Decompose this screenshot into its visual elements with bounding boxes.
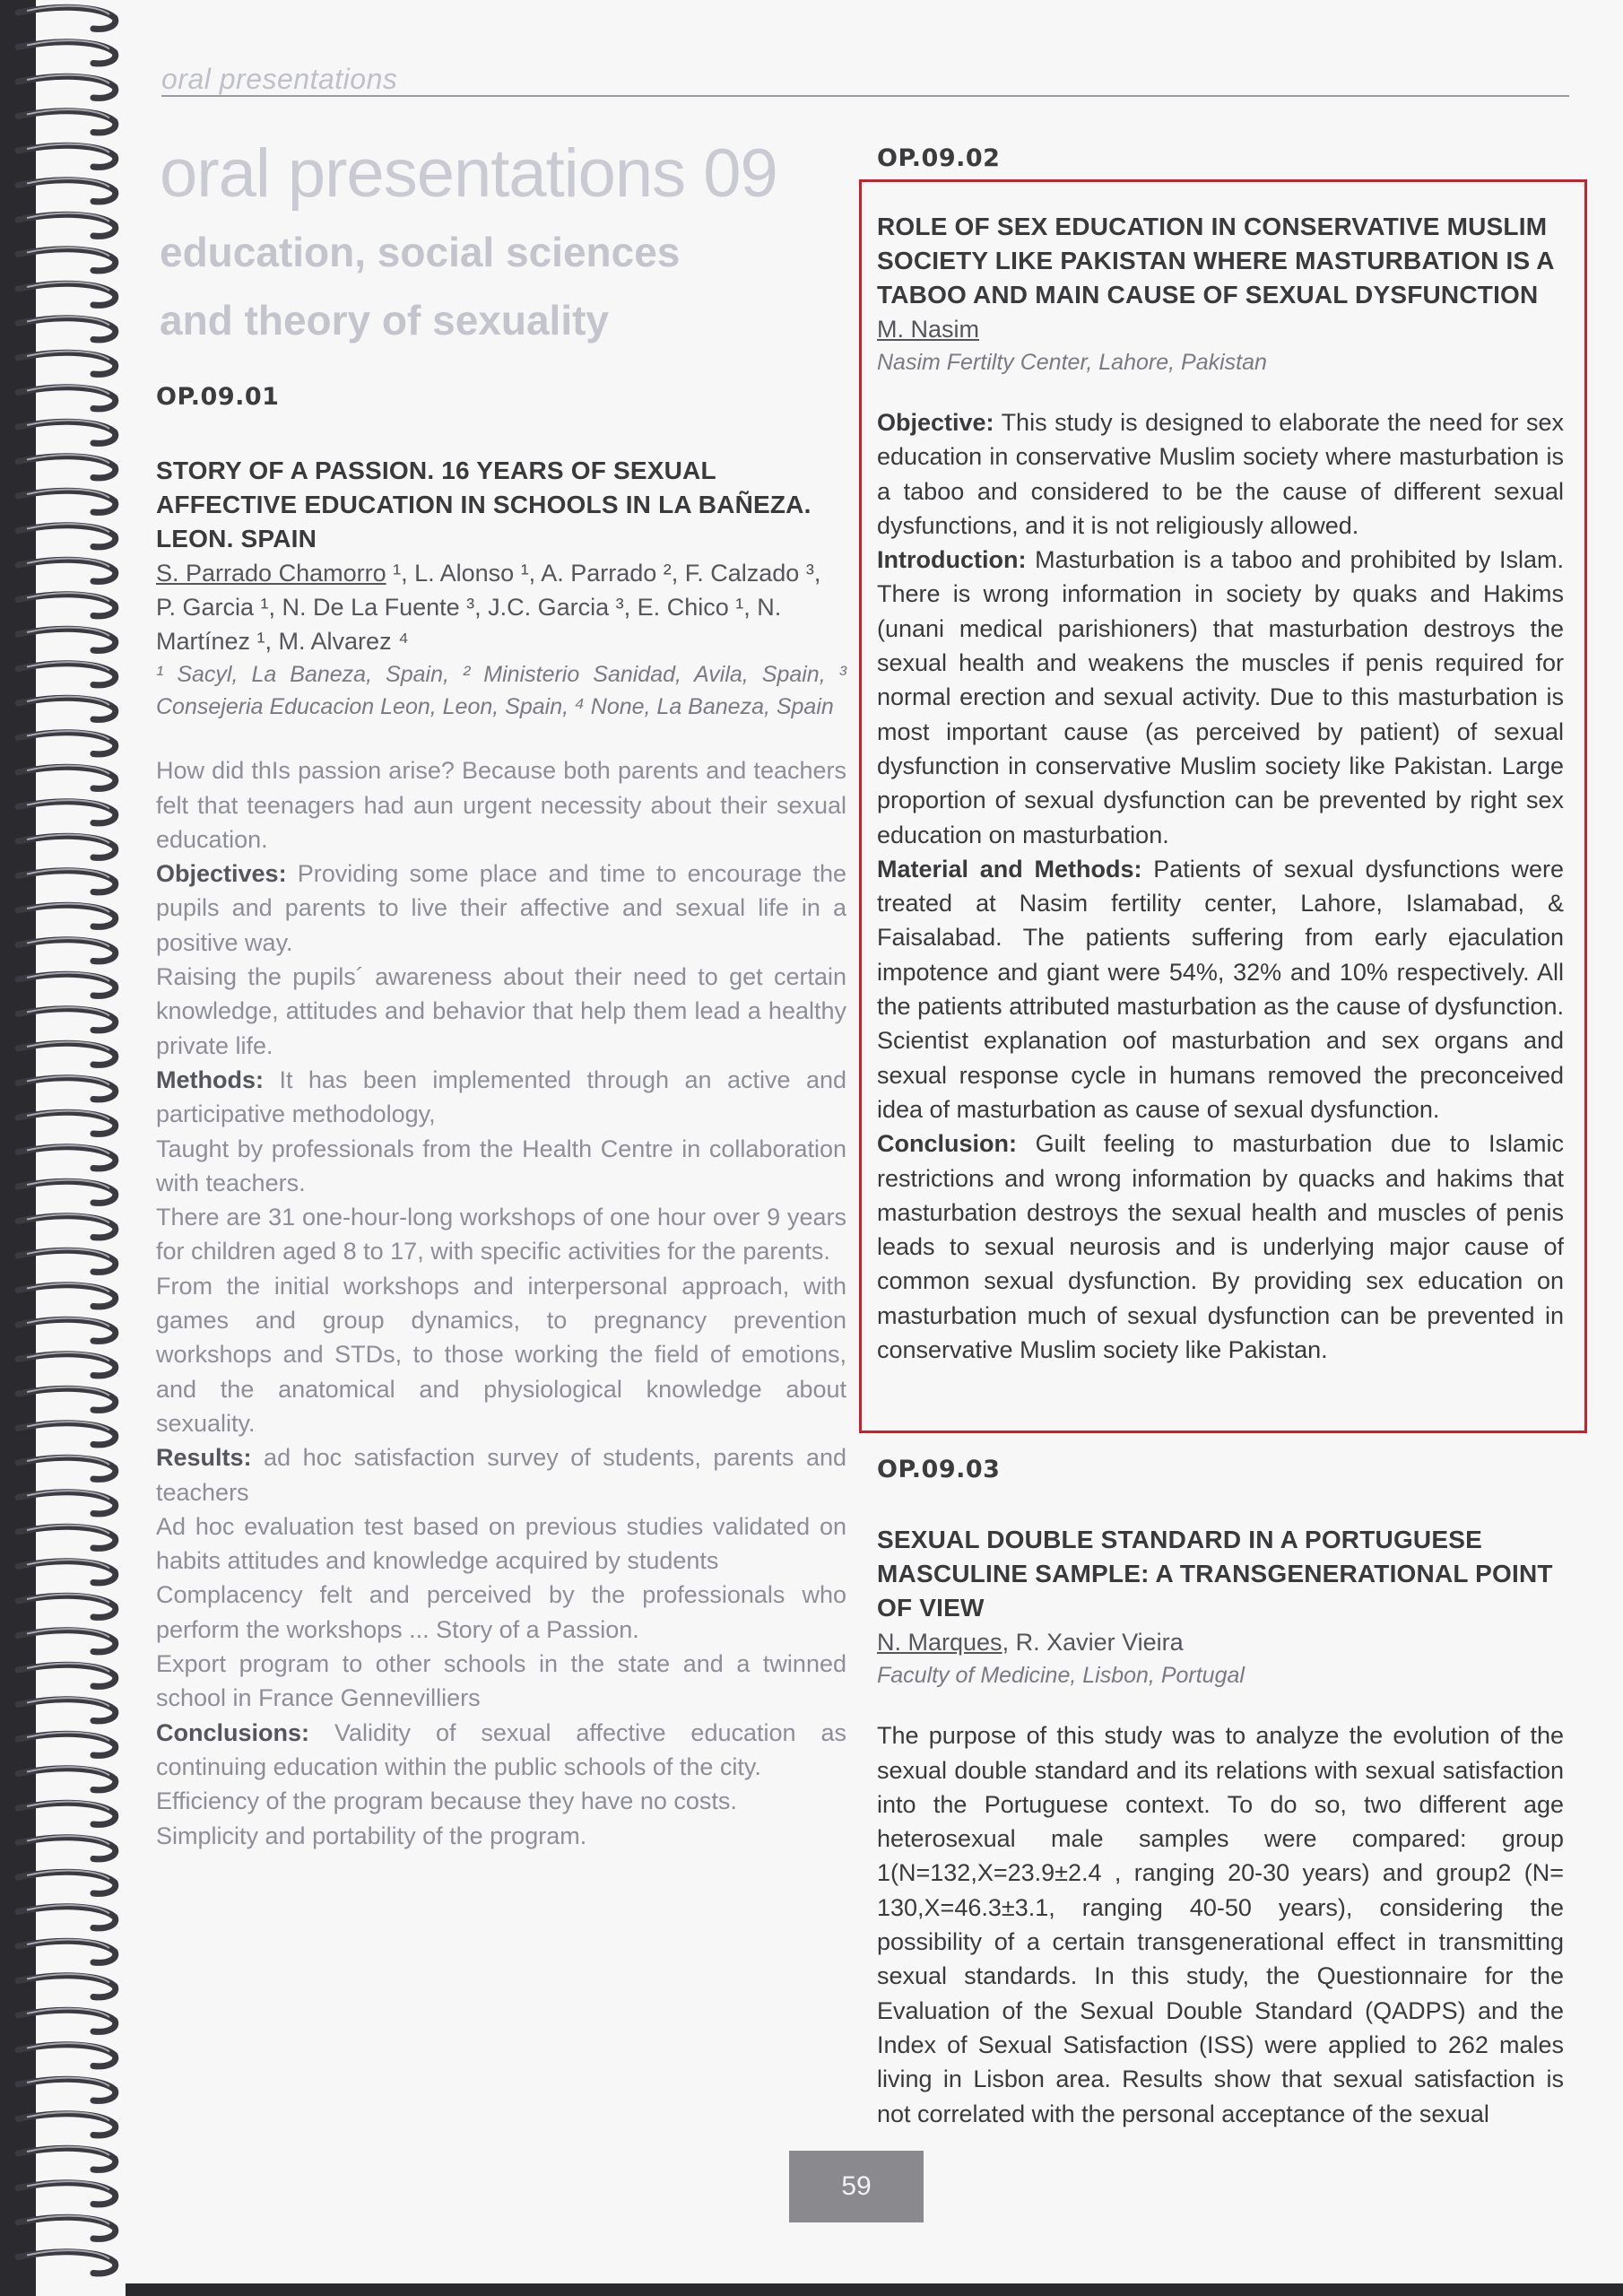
page-edge-shadow	[126, 2283, 1623, 2296]
abstract-op0901	[156, 380, 846, 1853]
methods-text: It has been implemented through an active and participative methodology,	[156, 1065, 846, 1128]
introduction-label: Introduction:	[877, 546, 1027, 574]
presenting-author: M. Nasim	[877, 316, 979, 343]
conclusions-label: Conclusions:	[156, 1718, 310, 1746]
methods-text: Patients of sexual dysfunctions were treated at Nasim fertility center, Lahore, Islamabad, & Faisalabad. The patients suffering from early ejaculation impotence and giant were 54%, 32% and 10% respectively. All the patients attributed masturbation as the cause of dysfunction. Scientist explanation oof masturbation and sex organs and sexual response cycle in humans removed the preconceived idea of masturbation as cause of sexual dysfunction.	[877, 855, 1565, 1123]
objectives-label: Objectives:	[156, 860, 287, 888]
abstract-code-op0902: OP.09.02	[877, 144, 1001, 172]
abstract-authors	[156, 556, 846, 658]
abstract-affiliation: Faculty of Medicine, Lisbon, Portugal	[877, 1663, 1245, 1689]
objective-text: This study is designed to elaborate the need for sex education in conservative Muslim society where masturbation is a taboo and considered to be the cause of different sexual dysfunctions, and it is not religiously allowed.	[877, 409, 1564, 539]
abstract-op0902	[877, 210, 1564, 1367]
methods-paragraph	[156, 1063, 846, 1132]
abstract-code: OP.09.01	[156, 383, 280, 411]
conclusions-paragraph	[156, 1716, 846, 1785]
objective-label: Objective:	[877, 409, 994, 436]
intro-paragraph: How did thIs passion arise? Because both parents and teachers felt that teenagers had aun urgent necessity about their sexual education.	[156, 757, 846, 853]
conclusions-text: Validity of sexual affective education as continuing education within the public schools of the city.	[156, 1718, 846, 1780]
abstract-title: SEXUAL DOUBLE STANDARD IN A PORTUGUESE MASCULINE SAMPLE: A TRANSGENERATIONAL POINT OF VIEW	[877, 1526, 1553, 1622]
spiral-binding	[0, 0, 135, 2296]
running-head: oral presentations	[161, 63, 1569, 97]
objectives-text: Providing some place and time to encourage the pupils and parents to live their affective and sexual life in a positive way.	[156, 860, 846, 956]
co-authors: ¹, L. Alonso ¹, A. Parrado ², F. Calzado ³, P. Garcia ¹, N. De La Fuente ³, J.C. Garcia ³, E. Chico ¹, N. Martínez ¹, M. Alvarez ⁴	[156, 560, 821, 656]
efficiency-paragraph: Efficiency of the program because they have no costs.	[156, 1787, 737, 1815]
page-number: 59	[789, 2151, 924, 2222]
co-authors: , R. Xavier Vieira	[1002, 1629, 1184, 1657]
results-label: Results:	[156, 1444, 252, 1472]
complacency-paragraph: Complacency felt and perceived by the professionals who perform the workshops ... Story of a Passion.	[156, 1581, 846, 1643]
conclusion-text: Guilt feeling to masturbation due to Islamic restrictions and wrong information by quacks and hakims that masturbation destroys the sexual health and muscles of penis leads to sexual neurosis and is underlying major cause of common sexual dysfunction. By providing sex education on masturbation much of sexual dysfunction can be prevented in conservative Muslim society like Pakistan.	[877, 1130, 1564, 1364]
results-text: ad hoc satisfaction survey of students, parents and teachers	[156, 1444, 846, 1506]
adhoc-paragraph: Ad hoc evaluation test based on previous studies validated on habits attitudes and knowledge acquired by students	[156, 1512, 846, 1575]
export-paragraph: Export program to other schools in the state and a twinned school in France Gennevilliers	[156, 1650, 846, 1712]
abstract-op0903	[877, 1453, 1564, 2131]
conclusion-paragraph	[877, 1126, 1564, 1367]
conclusion-label: Conclusion:	[877, 1130, 1017, 1158]
abstract-affiliation: Nasim Fertilty Center, Lahore, Pakistan	[877, 350, 1267, 375]
section-title: oral presentations 09	[160, 135, 777, 212]
taught-paragraph: Taught by professionals from the Health Centre in collaboration with teachers.	[156, 1135, 846, 1196]
abstract-body: The purpose of this study was to analyze the evolution of the sexual double standard and its relations with sexual satisfaction into the Portuguese context. To do so, two different age heterosexual male samples were compared: group 1(N=132,X=23.9±2.4 , ranging 20-30 years) and group2 (N= 130,X=46.3±3.1, ranging 40-50 years), considering the possibility of a certain transgenerational effect in transmitting sexual standards. In this study, the Questionnaire for the Evaluation of the Sexual Double Standard (QADPS) and the Index of Sexual Satisfaction (ISS) were applied to 262 males living in Lisbon area. Results show that sexual satisfaction is not correlated with the personal acceptance of the sexual	[877, 1722, 1564, 2127]
abstract-title: ROLE OF SEX EDUCATION IN CONSERVATIVE MUSLIM SOCIETY LIKE PAKISTAN WHERE MASTURBATION IS A TABOO AND MAIN CAUSE OF SEXUAL DYSFUNCTION	[877, 213, 1554, 309]
introduction-text: Masturbation is a taboo and prohibited by Islam. There is wrong information in society by quaks and Hakims (unani medical parishioners) that masturbation destroys the sexual health and weakens the muscles if penis required for normal erection and sexual activity. Due to this masturbation is most important cause (as perceived by patient) of sexual dysfunction in conservative Muslim society like Pakistan. Large proportion of sexual dysfunction can be prevented by right sex education on masturbation.	[877, 546, 1564, 848]
abstract-code: OP.09.03	[877, 1456, 1001, 1483]
abstract-affiliations: ¹ Sacyl, La Baneza, Spain, ² Ministerio Sanidad, Avila, Spain, ³ Consejeria Educacion Leon, Leon, Spain, ⁴ None, La Baneza, Spain	[156, 662, 846, 720]
methods-label: Material and Methods:	[877, 855, 1142, 883]
workshops-paragraph: There are 31 one-hour-long workshops of one hour over 9 years for children aged 8 to 17, with specific activities for the parents.	[156, 1204, 846, 1265]
methods-label: Methods:	[156, 1065, 264, 1093]
section-subtitle-line2: and theory of sexuality	[160, 297, 610, 344]
presenting-author: N. Marques	[877, 1629, 1002, 1657]
simplicity-paragraph: Simplicity and portability of the program.	[156, 1822, 587, 1849]
abstract-body	[156, 753, 846, 1853]
results-paragraph	[156, 1440, 846, 1509]
methods-paragraph	[877, 852, 1564, 1126]
initial-workshops-paragraph: From the initial workshops and interpersonal approach, with games and group dynamics, to pregnancy prevention workshops and STDs, to those working the field of emotions, and the anatomical and physiological knowledge about sexuality.	[156, 1272, 846, 1437]
objectives-paragraph	[156, 857, 846, 960]
presenting-author: S. Parrado Chamorro	[156, 560, 386, 587]
introduction-paragraph	[877, 543, 1564, 852]
abstract-title: STORY OF A PASSION. 16 YEARS OF SEXUAL AFFECTIVE EDUCATION IN SCHOOLS IN LA BAÑEZA. LEON. SPAIN	[156, 457, 812, 553]
raising-paragraph: Raising the pupils´ awareness about their need to get certain knowledge, attitudes and behavior that help them lead a healthy private life.	[156, 963, 846, 1059]
abstract-body	[877, 405, 1564, 1367]
section-subtitle-line1: education, social sciences	[160, 229, 681, 275]
objective-paragraph	[877, 405, 1564, 543]
